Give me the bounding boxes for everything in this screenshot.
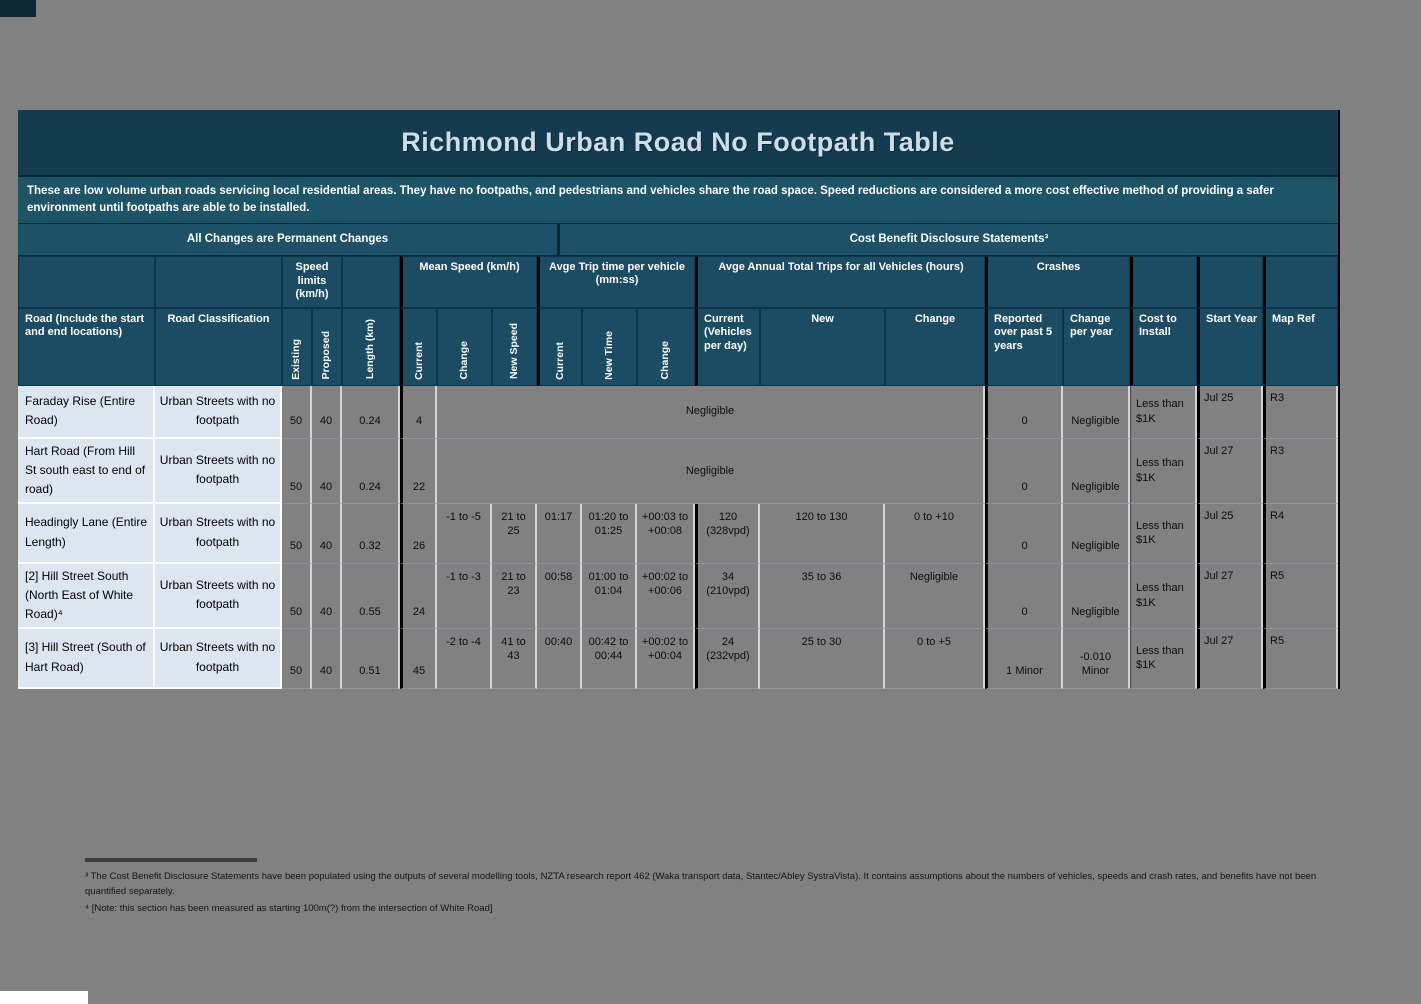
table-body — [18, 386, 1338, 689]
bottom-strip — [0, 991, 88, 1004]
table-title-bar — [18, 110, 1338, 177]
cell-cost-to-install: Less than $1K — [1130, 386, 1197, 439]
header-group-mean-speed: Mean Speed (km/h) — [400, 256, 537, 308]
cell-map-ref: R3 — [1263, 386, 1338, 439]
header-blank-map — [1263, 256, 1338, 308]
header-group-trip-time: Avge Trip time per vehicle (mm:ss) — [537, 256, 695, 308]
cell-new-time: 01:00 to 01:04 — [582, 564, 637, 630]
cell-classification: Urban Streets with no footpath — [155, 629, 282, 689]
cell-existing: 50 — [282, 629, 312, 689]
cell-negligible-merged: Negligible — [437, 386, 985, 439]
header-trip-change: Change — [637, 308, 695, 386]
cell-crashes-change: Negligible — [1063, 439, 1130, 505]
corner-mark — [0, 0, 36, 17]
cell-crashes-reported: 0 — [985, 439, 1063, 505]
header-new-trips: New — [760, 308, 885, 386]
cell-road: [3] Hill Street (South of Hart Road) — [18, 629, 155, 689]
header-current-trips: Current (Vehicles per day) — [695, 308, 760, 386]
cell-speed-change: -1 to -3 — [437, 564, 492, 630]
footnote-3: ³ The Cost Benefit Disclosure Statements have been populated using the outputs of several modelling tools, NZTA research report 462 (Waka transport data, Stantec/Abley SystraVista). It contains assumptions about the numbers of vehicles, speeds and crash rates, and benefits have not been quantified separately. — [85, 871, 1317, 897]
cell-crashes-change: Negligible — [1063, 386, 1130, 439]
table-row — [18, 564, 1338, 629]
header-blank-length — [342, 256, 400, 308]
table-header — [18, 256, 1338, 386]
header-blank-class — [155, 256, 282, 308]
cell-proposed: 40 — [312, 386, 342, 439]
cell-crashes-reported: 0 — [985, 504, 1063, 564]
cell-map-ref: R3 — [1263, 439, 1338, 505]
cell-new-trips: 120 to 130 — [760, 504, 885, 564]
cell-start-year: Jul 27 — [1197, 439, 1263, 505]
cell-length: 0.51 — [342, 629, 400, 689]
header-group-crashes: Crashes — [985, 256, 1130, 308]
cell-classification: Urban Streets with no footpath — [155, 564, 282, 630]
cell-cost-to-install: Less than $1K — [1130, 629, 1197, 689]
cell-crashes-change: Negligible — [1063, 564, 1130, 630]
header-cost: Cost to Install — [1130, 308, 1197, 386]
footnote-rule — [85, 858, 257, 862]
cell-start-year: Jul 27 — [1197, 629, 1263, 689]
cell-start-year: Jul 25 — [1197, 504, 1263, 564]
header-proposed: Proposed — [312, 308, 342, 386]
band-row — [18, 224, 1338, 256]
cell-road: Faraday Rise (Entire Road) — [18, 386, 155, 439]
cell-start-year: Jul 25 — [1197, 386, 1263, 439]
cell-negligible-merged: Negligible — [437, 439, 985, 505]
cell-current-speed: 22 — [400, 439, 437, 505]
cell-current-trip: 00:58 — [537, 564, 582, 630]
cell-crashes-reported: 0 — [985, 564, 1063, 630]
cell-proposed: 40 — [312, 629, 342, 689]
cell-crashes-change: Negligible — [1063, 504, 1130, 564]
header-crashes-change: Change per year — [1063, 308, 1130, 386]
cell-new-speed: 21 to 25 — [492, 504, 537, 564]
cell-road: Hart Road (From Hill St south east to end of road) — [18, 439, 155, 505]
cell-existing: 50 — [282, 439, 312, 505]
cell-length: 0.32 — [342, 504, 400, 564]
cell-map-ref: R4 — [1263, 504, 1338, 564]
header-blank-road — [18, 256, 155, 308]
header-road: Road (Include the start and end locations) — [18, 308, 155, 386]
table-row — [18, 386, 1338, 439]
header-current-trip: Current — [537, 308, 582, 386]
cell-trip-change: +00:03 to +00:08 — [637, 504, 695, 564]
cell-crashes-change: -0.010 Minor — [1063, 629, 1130, 689]
cell-trips-change: 0 to +10 — [885, 504, 985, 564]
header-start-year: Start Year — [1197, 308, 1263, 386]
footnotes — [85, 858, 1323, 920]
header-group-annual-trips: Avge Annual Total Trips for all Vehicles (hours) — [695, 256, 985, 308]
cell-current-trips: 24 (232vpd) — [695, 629, 760, 689]
cell-existing: 50 — [282, 386, 312, 439]
cell-map-ref: R5 — [1263, 564, 1338, 630]
table-row — [18, 504, 1338, 564]
cell-length: 0.55 — [342, 564, 400, 630]
cell-trip-change: +00:02 to +00:04 — [637, 629, 695, 689]
header-group-speed-limits: Speed limits (km/h) — [282, 256, 342, 308]
cell-existing: 50 — [282, 504, 312, 564]
cell-current-trip: 01:17 — [537, 504, 582, 564]
header-blank-cost — [1130, 256, 1197, 308]
cell-length: 0.24 — [342, 386, 400, 439]
cell-current-speed: 24 — [400, 564, 437, 630]
cell-trips-change: 0 to +5 — [885, 629, 985, 689]
cell-speed-change: -2 to -4 — [437, 629, 492, 689]
band-permanent-changes: All Changes are Permanent Changes — [18, 224, 560, 255]
road-table — [18, 110, 1340, 689]
cell-cost-to-install: Less than $1K — [1130, 439, 1197, 505]
cell-classification: Urban Streets with no footpath — [155, 504, 282, 564]
band-cost-benefit: Cost Benefit Disclosure Statements³ — [849, 233, 1049, 245]
cell-map-ref: R5 — [1263, 629, 1338, 689]
intro-paragraph: These are low volume urban roads servicing local residential areas. They have no footpaths, and pedestrians and vehicles share the road space. Speed reductions are considered a more cost effective method of providing a safer environment until footpaths are able to be installed. — [18, 177, 1338, 224]
header-trips-change: Change — [885, 308, 985, 386]
cell-crashes-reported: 0 — [985, 386, 1063, 439]
cell-current-speed: 26 — [400, 504, 437, 564]
cell-classification: Urban Streets with no footpath — [155, 386, 282, 439]
header-map-ref: Map Ref — [1263, 308, 1338, 386]
cell-proposed: 40 — [312, 564, 342, 630]
header-current-speed: Current — [400, 308, 437, 386]
cell-new-trips: 35 to 36 — [760, 564, 885, 630]
cell-current-speed: 4 — [400, 386, 437, 439]
cell-new-trips: 25 to 30 — [760, 629, 885, 689]
cell-start-year: Jul 27 — [1197, 564, 1263, 630]
cell-trips-change: Negligible — [885, 564, 985, 630]
header-length: Length (km) — [342, 308, 400, 386]
cell-length: 0.24 — [342, 439, 400, 505]
cell-road: [2] Hill Street South (North East of White Road)⁴ — [18, 564, 155, 630]
table-row — [18, 629, 1338, 689]
cell-current-speed: 45 — [400, 629, 437, 689]
cell-current-trips: 34 (210vpd) — [695, 564, 760, 630]
page-title: Richmond Urban Road No Footpath Table — [401, 127, 955, 157]
header-new-speed: New Speed — [492, 308, 537, 386]
header-new-time: New Time — [582, 308, 637, 386]
cell-current-trips: 120 (328vpd) — [695, 504, 760, 564]
cell-road: Headingly Lane (Entire Length) — [18, 504, 155, 564]
cell-cost-to-install: Less than $1K — [1130, 504, 1197, 564]
cell-speed-change: -1 to -5 — [437, 504, 492, 564]
header-classification: Road Classification — [155, 308, 282, 386]
cell-proposed: 40 — [312, 439, 342, 505]
cell-new-time: 00:42 to 00:44 — [582, 629, 637, 689]
header-crashes-reported: Reported over past 5 years — [985, 308, 1063, 386]
table-row — [18, 439, 1338, 504]
cell-current-trip: 00:40 — [537, 629, 582, 689]
cell-existing: 50 — [282, 564, 312, 630]
header-existing: Existing — [282, 308, 312, 386]
cell-new-time: 01:20 to 01:25 — [582, 504, 637, 564]
cell-cost-to-install: Less than $1K — [1130, 564, 1197, 630]
cell-new-speed: 21 to 23 — [492, 564, 537, 630]
cell-classification: Urban Streets with no footpath — [155, 439, 282, 505]
header-speed-change: Change — [437, 308, 492, 386]
cell-trip-change: +00:02 to +00:06 — [637, 564, 695, 630]
cell-new-speed: 41 to 43 — [492, 629, 537, 689]
cell-proposed: 40 — [312, 504, 342, 564]
header-blank-start — [1197, 256, 1263, 308]
cell-crashes-reported: 1 Minor — [985, 629, 1063, 689]
footnote-4: ⁴ [Note: this section has been measured as starting 100m(?) from the intersection of White Road] — [85, 903, 493, 915]
